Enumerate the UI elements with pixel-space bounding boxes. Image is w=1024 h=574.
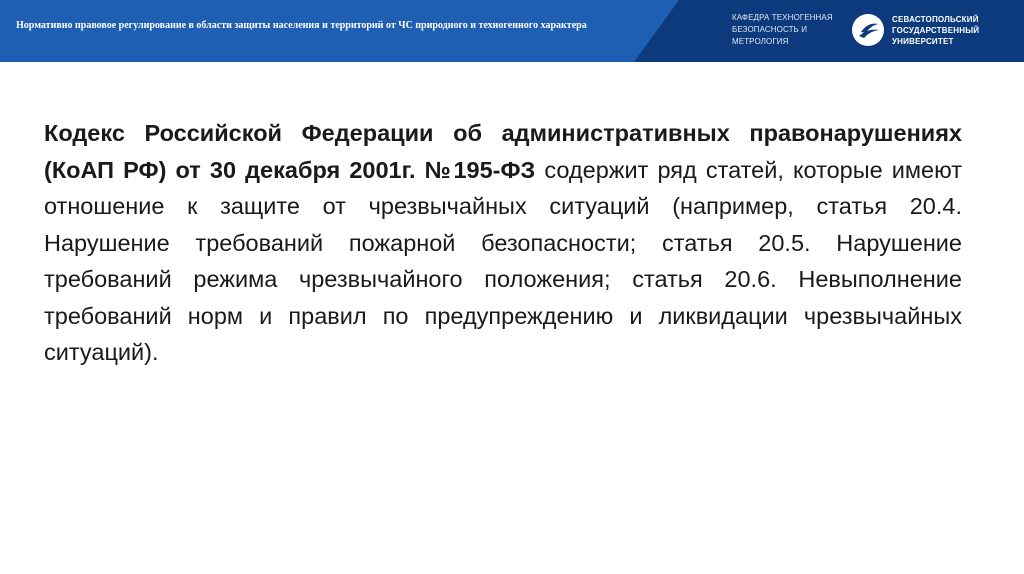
university-logo-icon [852, 14, 884, 46]
law-title: Кодекс Российской Федерации об административных правонарушениях (КоАП РФ) от 30 декабря 2001г. №195-ФЗ [44, 120, 962, 183]
header-title: Нормативно правовое регулирование в области защиты населения и территорий от ЧС природного и техногенного характера [16, 20, 587, 31]
university-line-1: СЕВАСТОПОЛЬСКИЙ [892, 15, 979, 24]
university-line-2: ГОСУДАРСТВЕННЫЙ [892, 26, 980, 35]
department-line-3: МЕТРОЛОГИЯ [732, 37, 789, 46]
law-description: содержит ряд статей, которые имеют отношение к защите от чрезвычайных ситуаций (например, статья 20.4. Нарушение требований пожарной безопасности; статья 20.5. Нарушение требований режима чрезвычайного положения; статья 20.6. Невыполнение требований норм и правил по предупреждению и ликвидации чрезвычайных ситуаций). [44, 156, 962, 365]
department-line-1: КАФЕДРА ТЕХНОГЕННАЯ [732, 13, 833, 22]
department-label [732, 12, 842, 48]
main-paragraph [44, 115, 962, 371]
university-name [892, 14, 1012, 47]
header-bar [0, 0, 1024, 62]
department-line-2: БЕЗОПАСНОСТЬ И [732, 25, 808, 34]
university-line-3: УНИВЕРСИТЕТ [892, 37, 954, 46]
